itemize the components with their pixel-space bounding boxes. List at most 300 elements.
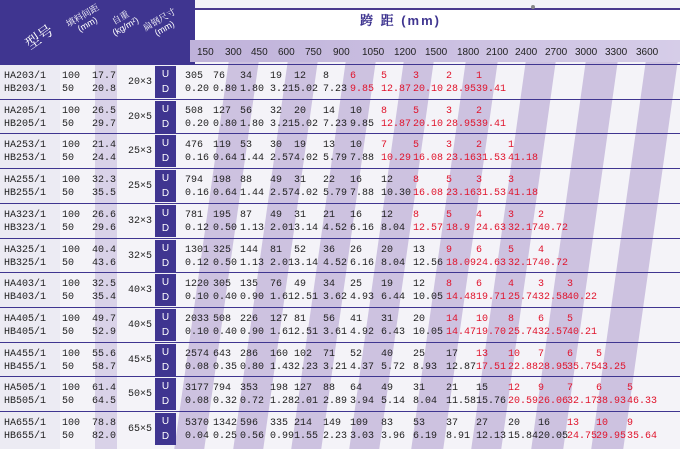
load-u-value: 25 (413, 348, 426, 360)
weight-b: 35.5 (92, 188, 117, 200)
load-u-value: 40 (381, 348, 394, 360)
deflection-d-value: 7.88 (350, 188, 375, 200)
deflection-d-value: 2.57 (270, 153, 295, 165)
model-b: HB405/1 (4, 326, 47, 338)
load-u-value: 109 (350, 418, 369, 429)
model-a: HA205/1 (4, 105, 47, 117)
load-u-value: 5 (446, 175, 453, 187)
deflection-d-value: 8.91 (446, 431, 471, 442)
deflection-d-value: 5.02 (294, 84, 319, 95)
deflection-d-value: 0.90 (240, 292, 265, 304)
deflection-d-value: 1.28 (270, 396, 295, 408)
weight-a: 78.8 (92, 418, 117, 429)
deflection-d-value: 26.06 (538, 396, 569, 408)
load-u-value: 10 (596, 418, 609, 429)
load-u-value: 6 (596, 383, 603, 395)
load-u-value: 16 (350, 209, 363, 221)
load-u-value: 10 (350, 105, 363, 117)
load-u-value: 19 (381, 279, 394, 291)
row-separator (0, 411, 680, 412)
flat-steel-size: 32×3 (128, 215, 153, 227)
load-u-value: 10 (476, 313, 489, 325)
deflection-d-value: 18.9 (446, 222, 471, 234)
deflection-d-value: 0.40 (213, 292, 238, 304)
ud-label-u: U (161, 346, 170, 358)
row-separator (0, 133, 680, 134)
load-u-value: 476 (185, 140, 204, 152)
span-label-1800: 1800 (457, 47, 480, 58)
deflection-d-value: 1.13 (240, 257, 265, 269)
spacing-a: 100 (62, 105, 81, 117)
deflection-d-value: 0.72 (240, 396, 265, 408)
deflection-d-value: 25.74 (508, 292, 539, 304)
load-u-value: 8 (413, 175, 420, 187)
deflection-d-value: 2.01 (270, 257, 295, 269)
load-u-value: 7 (567, 383, 574, 395)
load-u-value: 52 (294, 244, 307, 256)
ud-label-d: D (161, 361, 170, 373)
deflection-d-value: 5.79 (323, 188, 348, 200)
ud-marker (155, 378, 176, 410)
load-u-value: 14 (446, 313, 459, 325)
deflection-d-value: 39.41 (476, 84, 507, 95)
model-b: HB325/1 (4, 257, 47, 269)
spacing-b: 50 (62, 153, 75, 165)
model-b: HB505/1 (4, 396, 47, 408)
load-u-value: 13 (323, 140, 336, 152)
deflection-d-value: 9.85 (350, 118, 375, 130)
ud-marker (155, 309, 176, 341)
deflection-d-value: 4.52 (323, 257, 348, 269)
model-b: HB655/1 (4, 431, 47, 442)
span-label-3600: 3600 (636, 47, 659, 58)
deflection-d-value: 1.13 (240, 222, 265, 234)
load-u-value: 6 (350, 71, 357, 82)
span-label-2700: 2700 (545, 47, 568, 58)
load-u-value: 10 (508, 348, 521, 360)
flat-steel-size: 40×5 (128, 319, 153, 331)
deflection-d-value: 28.95 (446, 118, 477, 130)
load-u-value: 34 (323, 279, 336, 291)
load-u-value: 49 (270, 175, 283, 187)
deflection-d-value: 8.04 (381, 257, 406, 269)
deflection-d-value: 7.88 (350, 153, 375, 165)
load-u-value: 286 (240, 348, 259, 360)
deflection-d-value: 4.52 (323, 222, 348, 234)
deflection-d-value: 12.87 (446, 361, 477, 373)
deflection-d-value: 3.14 (294, 257, 319, 269)
model-a: HA655/1 (4, 418, 47, 429)
deflection-d-value: 2.57 (270, 188, 295, 200)
row-separator (0, 99, 680, 100)
weight-b: 64.5 (92, 396, 117, 408)
deflection-d-value: 38.93 (596, 396, 627, 408)
deflection-d-value: 16.08 (413, 188, 444, 200)
load-u-value: 20 (413, 313, 426, 325)
load-u-value: 7 (381, 140, 388, 152)
load-u-value: 6 (476, 279, 483, 291)
span-label-3000: 3000 (575, 47, 598, 58)
weight-a: 40.4 (92, 244, 117, 256)
deflection-d-value: 17.51 (476, 361, 507, 373)
load-u-value: 2033 (185, 313, 210, 325)
spacing-b: 50 (62, 431, 75, 442)
flat-steel-size: 20×3 (128, 77, 153, 88)
deflection-d-value: 15.76 (476, 396, 507, 408)
deflection-d-value: 1.61 (270, 326, 295, 338)
load-u-value: 149 (323, 418, 342, 429)
flat-steel-size: 20×5 (128, 111, 153, 123)
deflection-d-value: 3.61 (323, 326, 348, 338)
deflection-d-value: 1.80 (240, 118, 265, 130)
model-b: HB203/1 (4, 84, 47, 95)
load-u-value: 3 (508, 175, 515, 187)
load-u-value: 25 (350, 279, 363, 291)
ud-marker (155, 101, 176, 133)
load-u-value: 3 (446, 140, 453, 152)
load-u-value: 2 (538, 209, 545, 221)
deflection-d-value: 0.12 (185, 257, 210, 269)
flat-steel-size: 40×3 (128, 285, 153, 297)
deflection-d-value: 4.02 (294, 188, 319, 200)
deflection-d-value: 1.43 (270, 361, 295, 373)
deflection-d-value: 0.35 (213, 361, 238, 373)
load-u-value: 335 (270, 418, 289, 429)
deflection-d-value: 5.72 (381, 361, 406, 373)
load-u-value: 508 (185, 105, 204, 117)
span-label-3300: 3300 (605, 47, 628, 58)
span-label-1200: 1200 (394, 47, 417, 58)
deflection-d-value: 8.93 (413, 361, 438, 373)
ud-label-d: D (161, 222, 170, 234)
deflection-d-value: 28.95 (538, 361, 569, 373)
spacing-a: 100 (62, 71, 81, 82)
weight-b: 43.6 (92, 257, 117, 269)
ud-label-u: U (161, 138, 170, 150)
load-u-value: 305 (213, 279, 232, 291)
load-u-value: 127 (294, 383, 313, 395)
deflection-d-value: 40.22 (567, 292, 598, 304)
deflection-d-value: 5.02 (294, 118, 319, 130)
deflection-d-value: 32.17 (508, 257, 539, 269)
load-u-value: 5 (567, 313, 574, 325)
deflection-d-value: 6.19 (413, 431, 438, 442)
row-separator (0, 342, 680, 343)
load-u-value: 6 (538, 313, 545, 325)
load-u-value: 17 (446, 348, 459, 360)
ud-label-u: U (161, 173, 170, 185)
deflection-d-value: 32.17 (567, 396, 598, 408)
model-b: HB253/1 (4, 153, 47, 165)
ud-marker (155, 66, 176, 98)
deflection-d-value: 40.72 (538, 222, 569, 234)
deflection-d-value: 5.14 (381, 396, 406, 408)
load-u-value: 135 (240, 279, 259, 291)
ud-label-d: D (161, 257, 170, 269)
spacing-b: 50 (62, 326, 75, 338)
load-u-value: 5 (413, 105, 420, 117)
ud-marker (155, 205, 176, 237)
load-u-value: 64 (350, 383, 363, 395)
load-u-value: 12 (508, 383, 521, 395)
weight-b: 29.6 (92, 222, 117, 234)
spacing-a: 100 (62, 348, 81, 360)
deflection-d-value: 0.16 (185, 188, 210, 200)
load-u-value: 21 (446, 383, 459, 395)
deflection-d-value: 11.58 (446, 396, 477, 408)
deflection-d-value: 20.10 (413, 84, 444, 95)
load-u-value: 4 (538, 244, 545, 256)
spacing-b: 50 (62, 292, 75, 304)
model-a: HA203/1 (4, 71, 47, 82)
load-u-value: 596 (240, 418, 259, 429)
deflection-d-value: 2.51 (294, 326, 319, 338)
load-u-value: 195 (213, 209, 232, 221)
deflection-d-value: 20.05 (538, 431, 569, 442)
load-u-value: 81 (270, 244, 283, 256)
flat-steel-header: 扁钢尺寸(mm) (141, 6, 178, 38)
load-u-value: 198 (213, 175, 232, 187)
load-u-value: 7 (538, 348, 545, 360)
load-u-value: 36 (323, 244, 336, 256)
load-u-value: 119 (213, 140, 232, 152)
deflection-d-value: 0.12 (185, 222, 210, 234)
deflection-d-value: 3.62 (323, 292, 348, 304)
weight-a: 61.4 (92, 383, 117, 395)
load-u-value: 1 (508, 140, 515, 152)
load-u-value: 4 (508, 279, 515, 291)
deflection-d-value: 35.75 (567, 361, 598, 373)
load-u-value: 9 (538, 383, 545, 395)
deflection-d-value: 31.53 (476, 188, 507, 200)
spacing-a: 100 (62, 140, 81, 152)
model-b: HB455/1 (4, 361, 47, 373)
load-u-value: 14 (323, 105, 336, 117)
span-label-1050: 1050 (362, 47, 385, 58)
deflection-d-value: 3.14 (294, 222, 319, 234)
span-label-2100: 2100 (486, 47, 509, 58)
deflection-d-value: 0.08 (185, 396, 210, 408)
load-u-value: 49 (294, 279, 307, 291)
deflection-d-value: 0.64 (213, 153, 238, 165)
load-u-value: 41 (350, 313, 363, 325)
deflection-d-value: 0.10 (185, 326, 210, 338)
spacing-a: 100 (62, 418, 81, 429)
load-u-value: 1301 (185, 244, 210, 256)
load-u-value: 2574 (185, 348, 210, 360)
load-u-value: 1220 (185, 279, 210, 291)
model-a: HA253/1 (4, 140, 47, 152)
spacing-a: 100 (62, 313, 81, 325)
spacing-b: 50 (62, 361, 75, 373)
load-u-value: 32 (270, 105, 283, 117)
load-u-value: 8 (413, 209, 420, 221)
load-u-value: 5 (446, 209, 453, 221)
span-label-300: 300 (225, 47, 242, 58)
load-u-value: 31 (413, 383, 426, 395)
load-u-value: 49 (381, 383, 394, 395)
load-u-value: 8 (508, 313, 515, 325)
deflection-d-value: 16.08 (413, 153, 444, 165)
deflection-d-value: 0.25 (213, 431, 238, 442)
span-label-1500: 1500 (425, 47, 448, 58)
deflection-d-value: 15.84 (508, 431, 539, 442)
deflection-d-value: 32.17 (508, 222, 539, 234)
load-u-value: 31 (294, 175, 307, 187)
weight-header: 自重(kg/m²) (110, 8, 141, 38)
flat-steel-size: 50×5 (128, 389, 153, 401)
ud-marker (155, 135, 176, 167)
load-u-value: 37 (446, 418, 459, 429)
deflection-d-value: 3.96 (381, 431, 406, 442)
load-u-value: 10 (350, 140, 363, 152)
ud-label-u: U (161, 416, 170, 427)
weight-b: 52.9 (92, 326, 117, 338)
flat-steel-size: 65×5 (128, 424, 153, 435)
deflection-d-value: 2.51 (294, 292, 319, 304)
deflection-d-value: 0.10 (185, 292, 210, 304)
weight-b: 29.7 (92, 118, 117, 130)
flat-steel-size: 25×5 (128, 181, 153, 193)
deflection-d-value: 20.10 (413, 118, 444, 130)
deflection-d-value: 0.90 (240, 326, 265, 338)
deflection-d-value: 12.57 (413, 222, 444, 234)
deflection-d-value: 0.32 (213, 396, 238, 408)
load-u-value: 794 (213, 383, 232, 395)
deflection-d-value: 0.80 (240, 361, 265, 373)
ud-label-u: U (161, 207, 170, 219)
deflection-d-value: 19.71 (476, 292, 507, 304)
deflection-d-value: 4.92 (350, 326, 375, 338)
deflection-d-value: 12.87 (381, 118, 412, 130)
load-u-value: 16 (538, 418, 551, 429)
load-u-value: 325 (213, 244, 232, 256)
deflection-d-value: 24.63 (476, 257, 507, 269)
deflection-d-value: 3.21 (323, 361, 348, 373)
ud-marker (155, 274, 176, 306)
load-u-value: 8 (381, 105, 388, 117)
row-separator (0, 272, 680, 273)
deflection-d-value: 2.01 (294, 396, 319, 408)
load-u-value: 22 (323, 175, 336, 187)
deflection-d-value: 12.87 (381, 84, 412, 95)
row-separator (0, 64, 680, 65)
deflection-d-value: 7.23 (323, 84, 348, 95)
row-separator (0, 307, 680, 308)
deflection-d-value: 1.44 (240, 153, 265, 165)
weight-a: 26.6 (92, 209, 117, 221)
deflection-d-value: 41.18 (508, 188, 539, 200)
load-u-value: 5 (508, 244, 515, 256)
deflection-d-value: 1.44 (240, 188, 265, 200)
ud-marker (155, 170, 176, 202)
load-u-value: 12 (381, 175, 394, 187)
model-header: 型号 (22, 22, 57, 54)
load-u-value: 19 (294, 140, 307, 152)
load-u-value: 53 (413, 418, 426, 429)
deflection-d-value: 0.08 (185, 361, 210, 373)
deflection-d-value: 9.85 (350, 84, 375, 95)
deflection-d-value: 24.75 (567, 431, 598, 442)
model-a: HA323/1 (4, 209, 47, 221)
deflection-d-value: 2.01 (270, 222, 295, 234)
ud-label-d: D (161, 431, 170, 442)
load-u-value: 6 (567, 348, 574, 360)
deflection-d-value: 0.56 (240, 431, 265, 442)
spacing-b: 50 (62, 396, 75, 408)
deflection-d-value: 39.41 (476, 118, 507, 130)
deflection-d-value: 22.88 (508, 361, 539, 373)
deflection-d-value: 40.72 (538, 257, 569, 269)
load-u-value: 87 (240, 209, 253, 221)
model-a: HA255/1 (4, 175, 47, 187)
load-u-value: 794 (185, 175, 204, 187)
load-u-value: 12 (294, 71, 307, 82)
deflection-d-value: 8.04 (413, 396, 438, 408)
deflection-d-value: 6.16 (350, 222, 375, 234)
load-u-value: 643 (213, 348, 232, 360)
load-u-value: 2 (476, 105, 483, 117)
deflection-d-value: 0.40 (213, 326, 238, 338)
load-u-value: 34 (240, 71, 253, 82)
load-u-value: 127 (213, 105, 232, 117)
deflection-d-value: 6.16 (350, 257, 375, 269)
load-u-value: 508 (213, 313, 232, 325)
ud-label-u: U (161, 103, 170, 115)
weight-b: 35.4 (92, 292, 117, 304)
deflection-d-value: 4.93 (350, 292, 375, 304)
deflection-d-value: 35.64 (627, 431, 658, 442)
deflection-d-value: 10.29 (381, 153, 412, 165)
load-u-value: 76 (213, 71, 226, 82)
load-u-value: 13 (476, 348, 489, 360)
deflection-d-value: 29.95 (596, 431, 627, 442)
deflection-d-value: 0.20 (185, 118, 210, 130)
row-separator (0, 238, 680, 239)
spacing-b: 50 (62, 188, 75, 200)
ud-label-d: D (161, 292, 170, 304)
ud-label-d: D (161, 188, 170, 200)
load-u-value: 52 (350, 348, 363, 360)
span-label-900: 900 (333, 47, 350, 58)
weight-b: 24.4 (92, 153, 117, 165)
load-u-value: 30 (270, 140, 283, 152)
load-u-value: 20 (381, 244, 394, 256)
spacing-a: 100 (62, 383, 81, 395)
deflection-d-value: 2.23 (323, 431, 348, 442)
deflection-d-value: 10.05 (413, 326, 444, 338)
ud-label-d: D (161, 118, 170, 130)
deflection-d-value: 0.04 (185, 431, 210, 442)
weight-b: 20.8 (92, 84, 117, 95)
flat-steel-size: 32×5 (128, 250, 153, 262)
deflection-d-value: 4.02 (294, 153, 319, 165)
deflection-d-value: 0.80 (213, 118, 238, 130)
deflection-d-value: 20.59 (508, 396, 539, 408)
deflection-d-value: 1.80 (240, 84, 265, 95)
model-b: HB403/1 (4, 292, 47, 304)
load-u-value: 5370 (185, 418, 210, 429)
model-b: HB323/1 (4, 222, 47, 234)
load-u-value: 56 (323, 313, 336, 325)
load-u-value: 5 (596, 348, 603, 360)
deflection-d-value: 24.63 (476, 222, 507, 234)
load-u-value: 12 (413, 279, 426, 291)
deflection-d-value: 41.18 (508, 153, 539, 165)
load-u-value: 20 (508, 418, 521, 429)
load-u-value: 53 (240, 140, 253, 152)
load-u-value: 3 (508, 209, 515, 221)
